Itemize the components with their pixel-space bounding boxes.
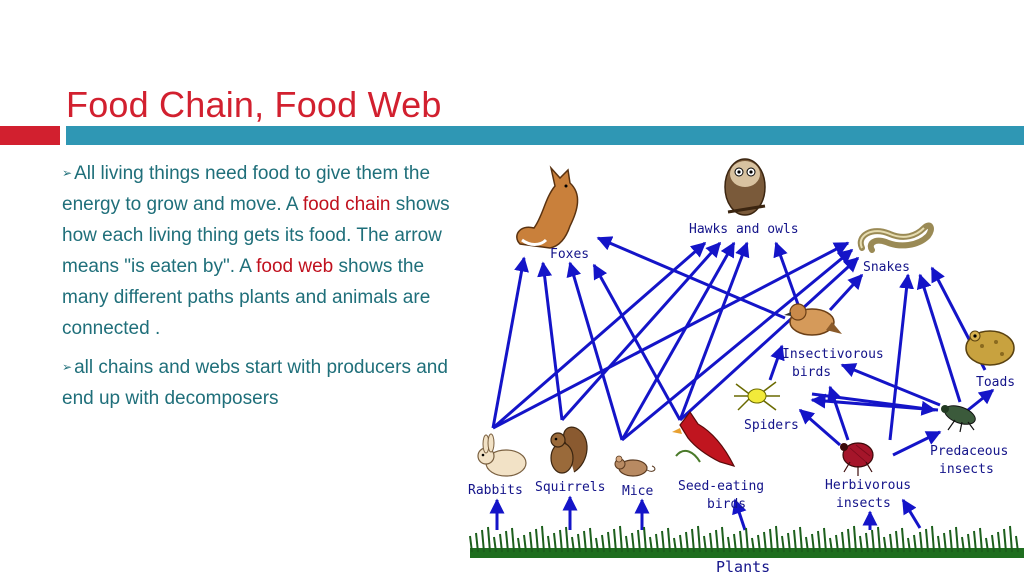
arrow-herb-spiders xyxy=(800,410,840,445)
owl-icon xyxy=(725,159,765,215)
arrow-insectbirds-hawks xyxy=(776,243,800,310)
arrow-pred-toads xyxy=(968,390,993,410)
snake-icon xyxy=(861,226,931,250)
toad-icon xyxy=(966,331,1014,365)
arrow-squirrels-hawks xyxy=(562,243,720,420)
arrow-insectbirds-foxes xyxy=(598,238,785,318)
insectivorous-bird-icon xyxy=(784,304,842,335)
arrow-seedbirds-foxes xyxy=(594,265,680,420)
label-herbivorous-1: Herbivorous xyxy=(825,478,912,493)
label-insectivorous-birds-2: birds xyxy=(792,365,832,380)
arrow-herb-snakes xyxy=(890,275,908,440)
label-seed-eating-1: Seed-eating xyxy=(678,479,765,494)
bullet-arrow-icon: ➢ xyxy=(62,166,73,180)
beetle-icon xyxy=(840,443,873,476)
slide-title: Food Chain, Food Web xyxy=(66,84,442,125)
arrow-spiders-insectbirds xyxy=(770,346,782,380)
term-food-chain: food chain xyxy=(302,194,391,215)
label-spiders: Spiders xyxy=(744,418,799,433)
label-hawks-owls: Hawks and owls xyxy=(689,222,799,237)
arrow-plants-herbivorous-2 xyxy=(903,500,920,528)
label-toads: Toads xyxy=(976,375,1016,390)
squirrel-icon xyxy=(551,427,587,473)
label-rabbits: Rabbits xyxy=(468,483,523,498)
arrow-rabbits-foxes xyxy=(493,258,524,428)
arrow-herb-insectbirds xyxy=(830,387,848,440)
bullet-1-text-a: All living things need food to give them the energy to grow and move. A xyxy=(62,163,431,215)
arrow-mice-foxes xyxy=(570,263,622,440)
label-herbivorous-2: insects xyxy=(836,496,891,511)
spider-icon xyxy=(734,382,780,410)
mouse-icon xyxy=(615,456,655,476)
arrow-seedbirds-hawks xyxy=(680,243,747,420)
label-insectivorous-birds-1: Insectivorous xyxy=(782,347,884,362)
bullet-2-text: all chains and webs start with producers and end up with decomposers xyxy=(62,357,448,409)
arrow-pred-snakes xyxy=(920,275,960,402)
bullet-1-text-b: shows how each living thing gets its food. The arrow means "is eaten by". A xyxy=(62,194,450,277)
label-seed-eating-2: birds xyxy=(707,497,747,512)
arrow-mice-snakes xyxy=(622,250,852,440)
label-predaceous-2: insects xyxy=(939,462,994,477)
bullet-1-text-c: shows the many different paths plants and animals are connected . xyxy=(62,256,431,339)
label-foxes: Foxes xyxy=(550,247,590,262)
label-squirrels: Squirrels xyxy=(535,480,606,495)
grass-illustration xyxy=(470,526,1024,558)
label-snakes: Snakes xyxy=(863,260,910,275)
bullet-arrow-icon: ➢ xyxy=(62,360,73,374)
label-predaceous-1: Predaceous xyxy=(930,444,1009,459)
term-food-web: food web xyxy=(256,256,334,277)
fox-icon xyxy=(517,168,578,248)
rabbit-icon xyxy=(478,434,526,476)
label-mice: Mice xyxy=(622,484,654,499)
label-plants: Plants xyxy=(716,558,771,576)
